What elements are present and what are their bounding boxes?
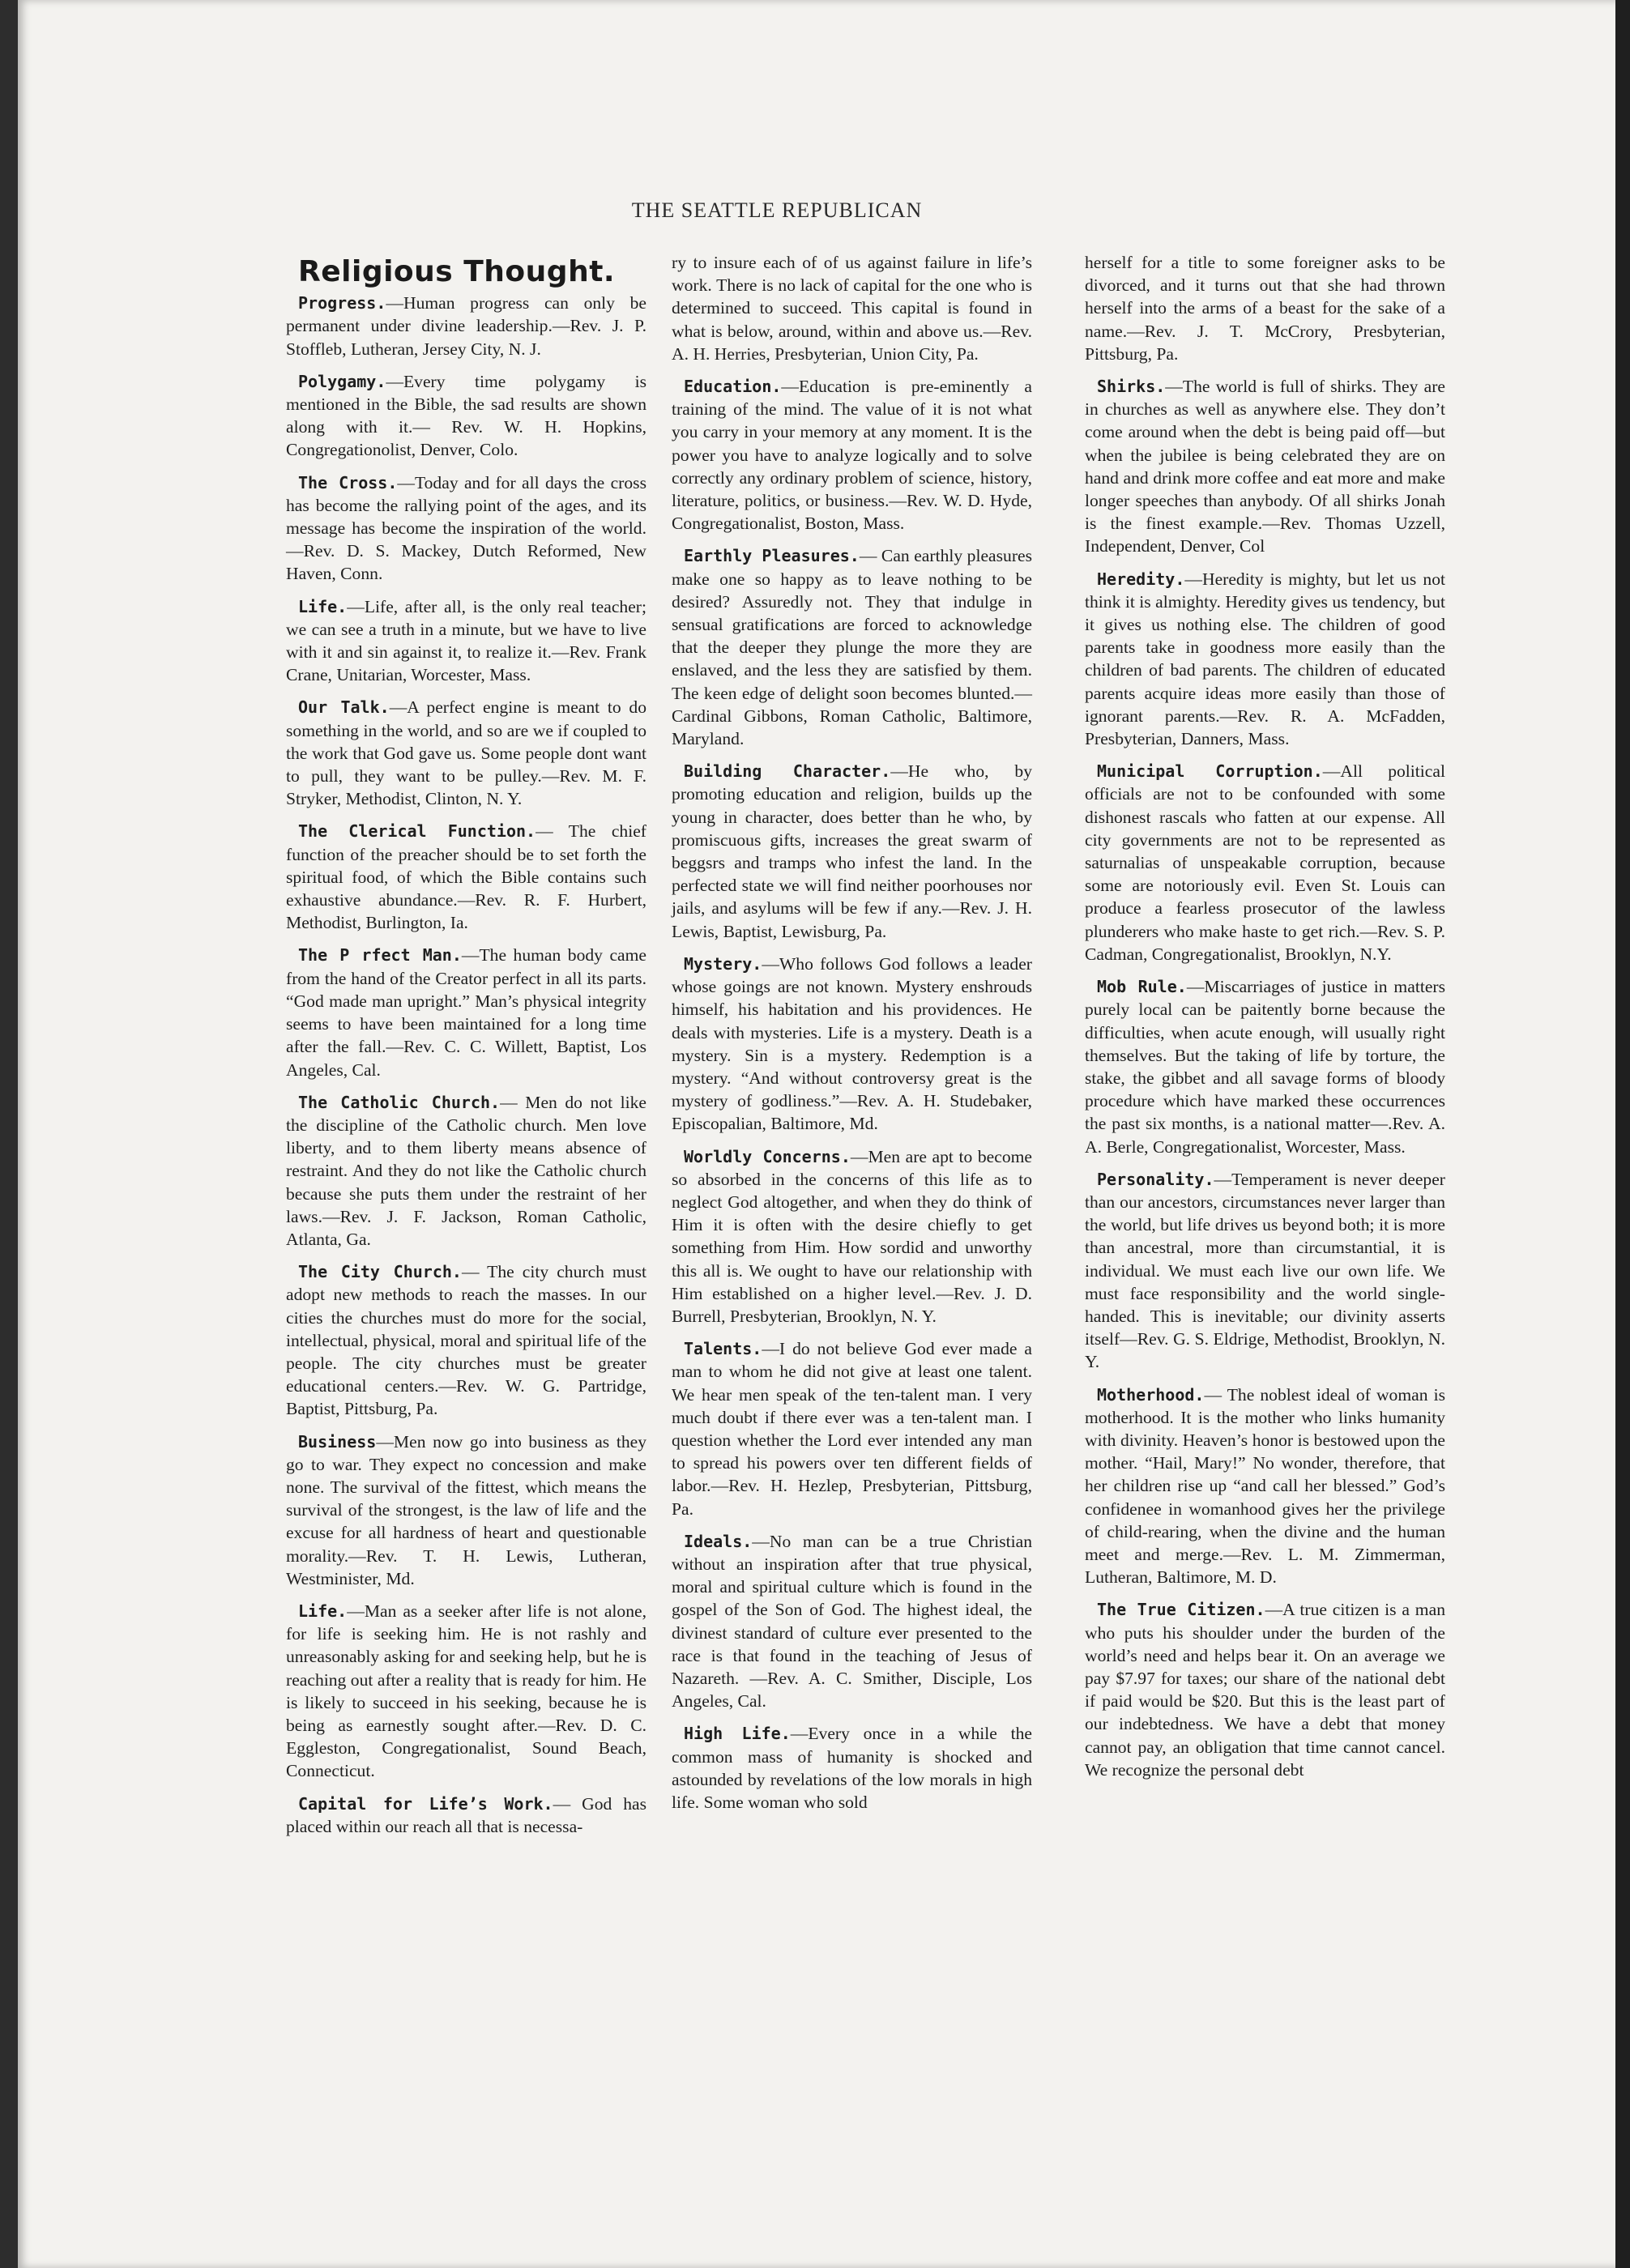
paragraph-heading: Heredity. — [1097, 569, 1185, 589]
article-paragraph — [1085, 1383, 1445, 1589]
paragraph-heading: The Clerical Function. — [298, 821, 536, 842]
newspaper-page — [18, 0, 1626, 2268]
paragraph-heading: The City Church. — [298, 1262, 462, 1282]
scan-edge — [1615, 0, 1630, 2268]
page-title: Religious Thought. — [298, 255, 616, 288]
article-paragraph — [672, 251, 1032, 365]
article-paragraph — [1085, 1598, 1445, 1781]
paragraph-body: —Men are apt to become so absorbed in the concerns of this life as to neglect God altogether, and when they do think of Him it is often with the desire chiefly to get something from Him. How sordid and unworthy this all is. We ought to have our relationship with Him established on a higher level.—Rev. J. D. Burrell, Presbyterian, Brooklyn, N. Y. — [672, 1146, 1032, 1326]
article-paragraph — [1085, 760, 1445, 966]
article-paragraph — [286, 471, 646, 586]
paragraph-heading: The P rfect Man. — [298, 945, 462, 966]
paragraph-heading: Our Talk. — [298, 697, 390, 718]
paragraph-body: —Every time polygamy is mentioned in the Bible, the sad results are shown along with it.— Rev. W. H. Hopkins, Congregationolist, Denver, Colo. — [286, 371, 646, 460]
article-paragraph — [286, 944, 646, 1081]
article-paragraph — [286, 292, 646, 360]
article-paragraph — [1085, 375, 1445, 558]
paragraph-body: —A true citizen is a man who puts his shoulder under the burden of the world’s need and helps bear it. On an average we pay $7.97 for taxes; our share of the national debt if paid would be $20. But this is the least part of our indebtedness. We have a debt that money cannot pay, an obligation that time cannot cancel. We recognize the personal debt — [1085, 1600, 1445, 1780]
column-2 — [672, 251, 1032, 1823]
article-paragraph — [286, 1091, 646, 1251]
article-paragraph — [672, 1337, 1032, 1520]
article-paragraph — [672, 1145, 1032, 1328]
article-paragraph — [672, 760, 1032, 943]
paragraph-heading: Polygamy. — [298, 371, 386, 391]
paragraph-body: ry to insure each of of us against failure in life’s work. There is no lack of capital for the one who is determined to succeed. This capital is found in what is below, around, within and above us.—Rev. A. H. Herries, Presbyterian, Union City, Pa. — [672, 253, 1032, 364]
paragraph-heading: Mob Rule. — [1097, 977, 1187, 997]
paragraph-body: —Today and for all days the cross has become the rallying point of the ages, and its message has become the inspiration of the world.—Rev. D. S. Mackey, Dutch Reformed, New Haven, Conn. — [286, 472, 646, 584]
article-paragraph — [1085, 251, 1445, 365]
paragraph-body: — The city church must adopt new methods to reach the masses. In our cities the churches must do more for the social, intellectual, physical, moral and spiritual life of the people. The city churches must be greater educational centers.—Rev. W. G. Partridge, Baptist, Pittsburg, Pa. — [286, 1262, 646, 1419]
paragraph-body: — The chief function of the preacher should be to set forth the spiritual food, of which the Bible contains such exhaustive abundance.—Rev. R. F. Hurbert, Methodist, Burlington, Ia. — [286, 821, 647, 933]
paragraph-heading: Ideals. — [684, 1531, 753, 1551]
paragraph-body: —Men now go into business as they go to war. They expect no concession and make none. The survival of the fittest, which means the survival of the strongest, is the law of life and the excuse for all hardness of heart and questionable morality.—Rev. T. H. Lewis, Lutheran, Westminister, Md. — [286, 1431, 646, 1588]
article-paragraph — [672, 1722, 1032, 1814]
paragraph-body: — Men do not like the discipline of the Catholic church. Men love liberty, and to them liberty means absence of restraint. And they do not like the Catholic church because she puts them under the restraint of her laws.—Rev. J. F. Jackson, Roman Catholic, Atlanta, Ga. — [286, 1092, 646, 1249]
paragraph-heading: Capital for Life’s Work. — [298, 1793, 553, 1814]
paragraph-body: — God has placed within our reach all that is necessa- — [286, 1793, 646, 1836]
paragraph-heading: Talents. — [684, 1339, 762, 1359]
paragraph-heading: Mystery. — [684, 953, 762, 974]
article-paragraph — [286, 696, 646, 810]
paragraph-heading: Life. — [298, 596, 348, 616]
article-paragraph — [672, 1530, 1032, 1713]
article-paragraph — [286, 595, 646, 687]
article-paragraph — [286, 1260, 646, 1420]
article-paragraph — [286, 820, 646, 934]
article-paragraph — [1085, 568, 1445, 751]
article-paragraph — [286, 1793, 646, 1838]
paragraph-body: —I do not believe God ever made a man to whom he did not give at least one talent. We hear men speak of the ten-talent man. I very much doubt if there ever was a ten-talent man. I question whether the Lord ever intended any man to spread his powers over ten different fields of labor.—Rev. H. Hezlep, Presbyterian, Pittsburg, Pa. — [672, 1339, 1032, 1519]
paragraph-heading: Progress. — [298, 293, 386, 313]
paragraph-body: — The noblest ideal of woman is motherhood. It is the mother who links humanity with divinity. Heaven’s honor is bestowed upon the mother. “Hail, Mary!” No wonder, therefore, that her children rise up “and call her blessed.” God’s confidenee in womanhood gives her the privilege of child-rearing, when the divine and the human meet and merge.—Rev. L. M. Zimmerman, Lutheran, Baltimore, M. D. — [1085, 1384, 1445, 1588]
paragraph-heading: The True Citizen. — [1097, 1600, 1265, 1620]
paragraph-heading: Education. — [684, 377, 782, 397]
article-paragraph — [286, 370, 646, 462]
paragraph-body: — Can earthly pleasures make one so happy as to leave nothing to be desired? Assuredly not. They that indulge in sensual gratifications are forced to acknowledge that the deeper they plunge the more they are enslaved, and the less they are satisfied by them. The keen edge of delight soon becomes blunted.—Cardinal Gibbons, Roman Catholic, Baltimore, Maryland. — [672, 546, 1032, 749]
paragraph-body: herself for a title to some foreigner asks to be divorced, and it turns out that she had thrown herself into the arms of a beast for the sake of a name.—Rev. J. T. McCrory, Presbyterian, Pittsburg, Pa. — [1085, 253, 1445, 364]
paragraph-heading: The Catholic Church. — [298, 1092, 501, 1112]
paragraph-heading: Motherhood. — [1097, 1384, 1205, 1405]
paragraph-heading: Business — [298, 1431, 377, 1452]
paragraph-heading: Earthly Pleasures. — [684, 546, 860, 566]
paragraph-body: —A perfect engine is meant to do something in the world, and so are we if coupled to the work that God gave us. Some people dont want to pull, they want to be pulley.—Rev. M. F. Stryker, Methodist, Clinton, N. Y. — [286, 697, 646, 809]
paragraph-body: —No man can be a true Christian without an inspiration after that true physical, moral and spiritual culture which is found in the gospel of the Son of God. The highest ideal, the divinest standard of culture ever presented to the race is that found in the teaching of Jesus of Nazareth. —Rev. A. C. Smither, Disciple, Los Angeles, Cal. — [672, 1531, 1032, 1712]
paragraph-heading: High Life. — [684, 1724, 791, 1744]
article-paragraph — [672, 953, 1032, 1136]
paragraph-heading: Building Character. — [684, 761, 891, 782]
paragraph-body: —Every once in a while the common mass of humanity is shocked and astounded by revelations of the low morals in high life. Some woman who sold — [672, 1724, 1032, 1812]
paragraph-heading: Worldly Concerns. — [684, 1146, 851, 1166]
paragraph-body: —He who, by promoting education and religion, builds up the young in character, does better than he who, by promiscuous gifts, increases the great swarm of beggsrs and tramps who infest the land. In the perfected state we will find neither poorhouses nor jails, and asylums will be few if any.—Rev. J. H. Lewis, Baptist, Lewisburg, Pa. — [672, 761, 1033, 941]
paragraph-heading: The Cross. — [298, 472, 398, 492]
article-paragraph — [1085, 975, 1445, 1158]
paragraph-body: —Man as a seeker after life is not alone, for life is seeking him. He is not rashly and unreasonably asking for and seeking help, but he is reaching out after a reality that is ready for him. He is likely to succeed in his seeking, because he is being as earnestly sought after.—Rev. D. C. Eggleston, Congregationalist, Sound Beach, Connecticut. — [286, 1601, 646, 1781]
paragraph-body: —The world is full of shirks. They are in churches as well as anywhere else. They don’t come around when the debt is being paid off—but when the jubilee is being celebrated they are on hand and drink more coffee and eat more and make longer speeches than anybody. Of all shirks Jonah is the finest example.—Rev. Thomas Uzzell, Independent, Denver, Col — [1085, 377, 1445, 556]
masthead: THE SEATTLE REPUBLICAN — [631, 198, 923, 222]
paragraph-body: —Human progress can only be permanent under divine leadership.—Rev. J. P. Stoffleb, Lutheran, Jersey City, N. J. — [286, 293, 646, 359]
article-paragraph — [286, 1600, 646, 1783]
paragraph-heading: Personality. — [1097, 1169, 1214, 1189]
paragraph-body: —All political officials are not to be confounded with some dishonest rascals who fatten at our expense. All city governments are not to be represented as saturnalias of unspeakable corruption, because some are notoriously evil. Even St. Louis can produce a fearless prosecutor of the lawless plunderers who make haste to get rich.—Rev. S. P. Cadman, Congregationalist, Brooklyn, N.Y. — [1085, 761, 1445, 964]
article-paragraph — [672, 375, 1032, 535]
article-paragraph — [286, 1430, 646, 1590]
paragraph-body: —Education is pre-eminently a training of the mind. The value of it is not what you carry in your memory at any moment. It is the power you have to analyze logically and to solve correctly any ordinary problem of science, history, literature, politics, or business.—Rev. W. D. Hyde, Congregationalist, Boston, Mass. — [672, 377, 1032, 534]
article-paragraph — [672, 544, 1032, 750]
paragraph-body: —Who follows God follows a leader whose goings are not known. Mystery enshrouds himself, his habitation and his providences. He deals with mysteries. Life is a mystery. Death is a mystery. Sin is a mystery. Redemption is a mystery. “And without controversy great is the mystery of godliness.”—Rev. A. H. Studebaker, Episcopalian, Baltimore, Md. — [672, 953, 1032, 1134]
column-1 — [286, 255, 647, 1848]
paragraph-body: —The human body came from the hand of the Creator perfect in all its parts. “God made man upright.” Man’s physical integrity seems to have been maintained for a long time after the fall.—Rev. C. C. Willett, Baptist, Los Angeles, Cal. — [286, 945, 646, 1080]
paragraph-body: —Temperament is never deeper than our ancestors, circumstances never larger than the world, but life drives us beyond both; it is more than ancestral, more than circumstantial, it is individual. We must each live our own life. We must face responsibility and the world single-handed. This is inevitable; our divinity asserts itself—Rev. G. S. Eldrige, Methodist, Brooklyn, N. Y. — [1085, 1169, 1445, 1372]
paragraph-heading: Life. — [298, 1601, 348, 1621]
column-3 — [1085, 251, 1445, 1791]
article-paragraph — [1085, 1168, 1445, 1374]
paragraph-heading: Municipal Corruption. — [1097, 761, 1323, 782]
paragraph-heading: Shirks. — [1097, 377, 1166, 397]
paragraph-body: —Heredity is mighty, but let us not think it is almighty. Heredity gives us tendency, but it gives us nothing else. The children of good parents take in goodness more easily than the children of bad parents. The children of educated parents acquire ideas more easily than those of ignorant parents.—Rev. R. A. McFadden, Presbyterian, Danners, Mass. — [1085, 569, 1445, 749]
paragraph-body: —Miscarriages of justice in matters purely local can be paitently borne because the difficulties, when acute enough, will usually right themselves. But the taking of life by torture, the stake, the gibbet and all savage forms of bloody procedure which have marked these occurrences the past six months, is a national matter—.Rev. A. A. Berle, Congregationalist, Worcester, Mass. — [1085, 977, 1445, 1157]
paragraph-body: —Life, after all, is the only real teacher; we can see a truth in a minute, but we have to live with it and sin against it, to realize it.—Rev. Frank Crane, Unitarian, Worcester, Mass. — [286, 596, 646, 685]
